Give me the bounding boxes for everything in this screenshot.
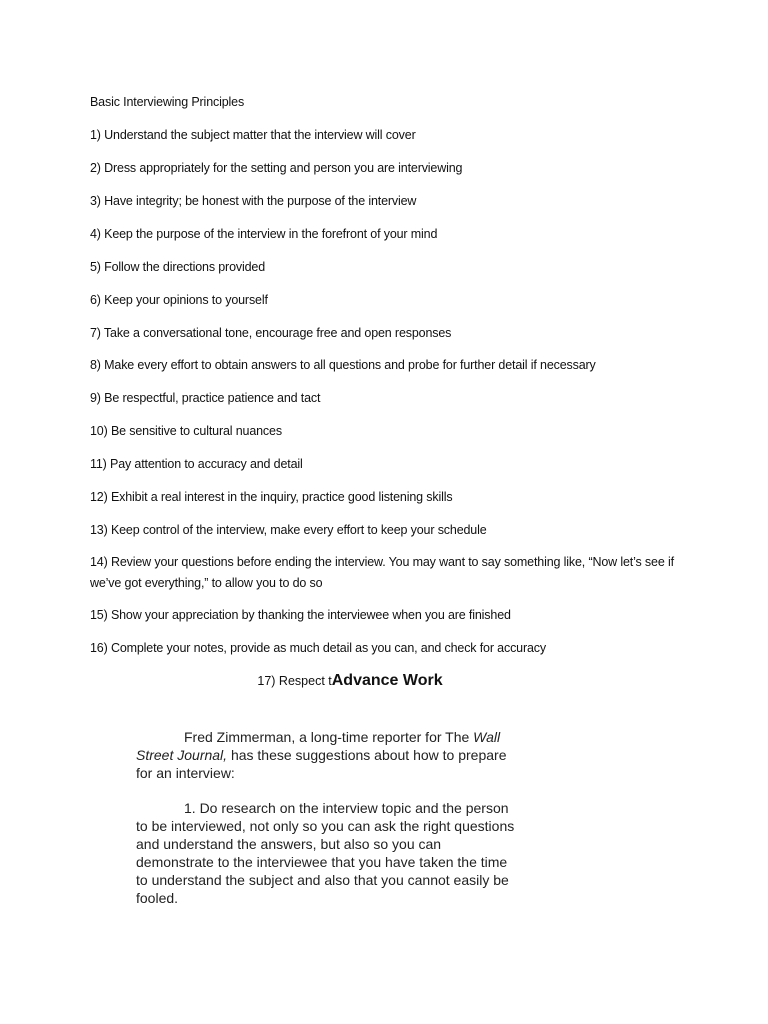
- advance-work-heading: Advance Work: [331, 672, 443, 689]
- principle-item-11: 11) Pay attention to accuracy and detail: [90, 457, 303, 471]
- principle-item-2: 2) Dress appropriately for the setting and person you are interviewing: [90, 161, 463, 175]
- principle-item-4: 4) Keep the purpose of the interview in the forefront of your mind: [90, 227, 438, 241]
- document-heading: Basic Interviewing Principles: [90, 95, 245, 109]
- principle-item-10: 10) Be sensitive to cultural nuances: [90, 424, 282, 438]
- principle-item-7: 7) Take a conversational tone, encourage free and open responses: [90, 326, 452, 340]
- intro-paragraph-text-start: Fred Zimmerman, a long-time reporter for The: [184, 729, 474, 745]
- research-paragraph: [136, 799, 516, 907]
- principle-item-3: 3) Have integrity; be honest with the purpose of the interview: [90, 194, 417, 208]
- principle-item-15: 15) Show your appreciation by thanking the interviewee when you are finished: [90, 608, 511, 622]
- principle-item-17: [0, 672, 700, 690]
- principle-item-8: 8) Make every effort to obtain answers to all questions and probe for further detail if necessary: [90, 358, 596, 372]
- principle-item-17-prefix: 17) Respect t: [257, 674, 332, 688]
- principle-item-14: 14) Review your questions before ending the interview. You may want to say something like, “Now let’s see if we’ve got everything,” to allow you to do so: [90, 555, 674, 590]
- intro-paragraph-text-end: has these suggestions about how to prepare for an interview:: [136, 747, 507, 781]
- intro-paragraph: [136, 728, 516, 782]
- publication-name: Wall Street Journal,: [136, 729, 501, 763]
- principle-item-6: 6) Keep your opinions to yourself: [90, 293, 268, 307]
- principle-item-1: 1) Understand the subject matter that the interview will cover: [90, 128, 416, 142]
- research-paragraph-text: 1. Do research on the interview topic and the person to be interviewed, not only so you can ask the right questions and understand the answers, but also so you can demonstrate to the interviewee that you have taken the time to understand the subject and also that you cannot easily be fooled.: [136, 800, 515, 906]
- principle-item-9: 9) Be respectful, practice patience and tact: [90, 391, 321, 405]
- principle-item-13: 13) Keep control of the interview, make every effort to keep your schedule: [90, 523, 487, 537]
- principle-item-12: 12) Exhibit a real interest in the inquiry, practice good listening skills: [90, 490, 453, 504]
- principle-item-5: 5) Follow the directions provided: [90, 260, 266, 274]
- principle-item-16: 16) Complete your notes, provide as much detail as you can, and check for accuracy: [90, 641, 546, 655]
